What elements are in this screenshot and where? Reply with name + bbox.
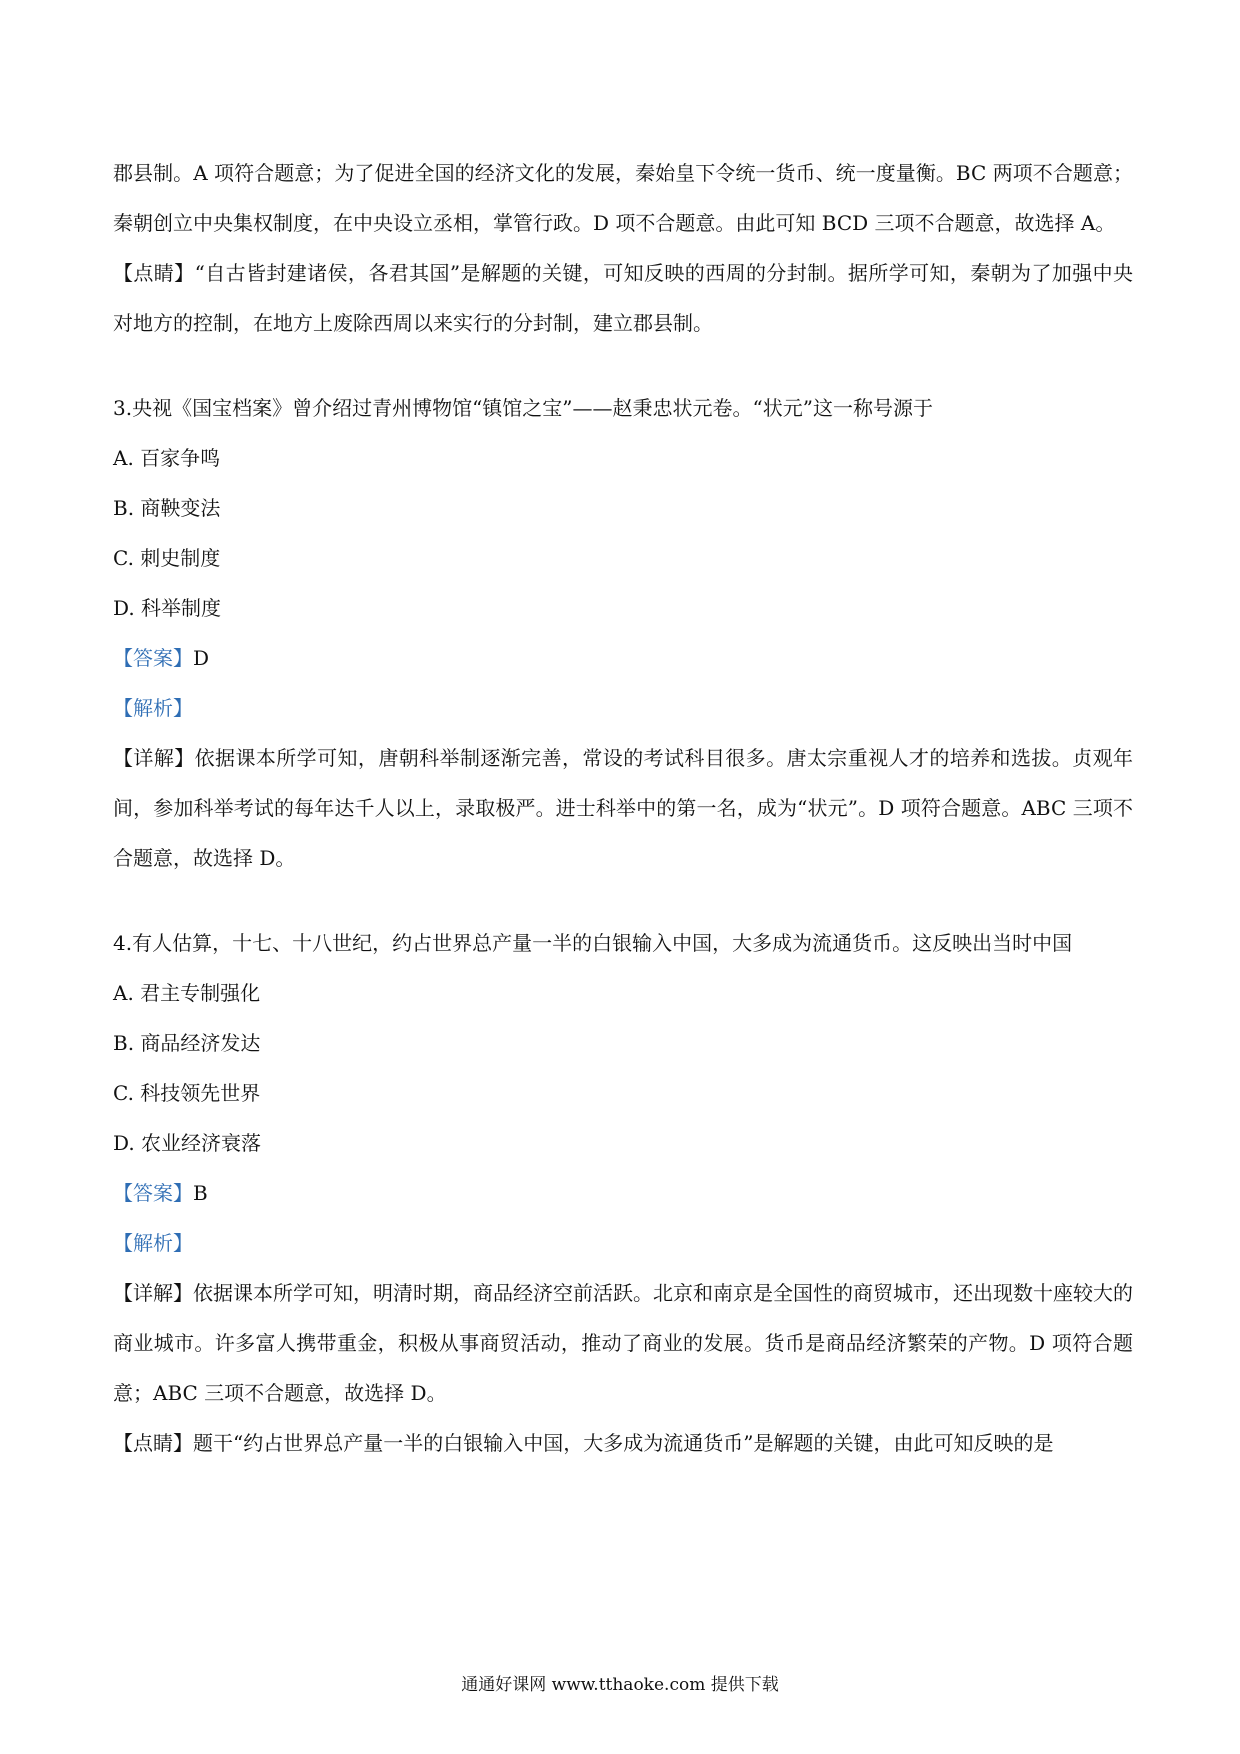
dianjing-text: 题干“约占世界总产量一半的白银输入中国，大多成为流通货币”是解题的关键，由此可知反映的是 (193, 1431, 1054, 1455)
option-c: C. 科技领先世界 (113, 1081, 261, 1105)
answer (113, 633, 1133, 683)
dianjing-label: 【点睛】 (113, 1431, 193, 1455)
option-a: A. 君主专制强化 (113, 981, 261, 1005)
analysis-label: 【解析】 (113, 696, 193, 720)
option-b: B. 商品经济发达 (113, 1031, 261, 1055)
detail (113, 1268, 1133, 1418)
question-stem: 4.有人估算，十七、十八世纪，约占世界总产量一半的白银输入中国，大多成为流通货币。这反映出当时中国 (113, 931, 1073, 955)
option-c: C. 刺史制度 (113, 546, 221, 570)
detail-label: 【详解】 (113, 746, 195, 770)
option-b: B. 商鞅变法 (113, 496, 221, 520)
q2-analysis-tail: 郡县制。A 项符合题意；为了促进全国的经济文化的发展，秦始皇下令统一货币、统一度量衡。BC 两项不合题意；秦朝创立中央集权制度，在中央设立丞相，掌管行政。D 项不合题意。由此可知 BCD 三项不合题意，故选择 A。 (113, 161, 1133, 235)
dianjing-text: “自古皆封建诸侯，各君其国”是解题的关键，可知反映的西周的分封制。据所学可知，秦朝为了加强中央对地方的控制，在地方上废除西周以来实行的分封制，建立郡县制。 (113, 261, 1134, 335)
option-d: D. 科举制度 (113, 596, 222, 620)
answer-label: 【答案】 (113, 646, 193, 670)
question-stem: 3.央视《国宝档案》曾介绍过青州博物馆“镇馆之宝”——赵秉忠状元卷。“状元”这一称号源于 (113, 396, 933, 420)
document-body (113, 148, 1133, 1468)
question-4 (113, 918, 1133, 1468)
option-d: D. 农业经济衰落 (113, 1131, 262, 1155)
option-a: A. 百家争鸣 (113, 446, 221, 470)
q2-dianjing (113, 248, 1133, 348)
dianjing-label: 【点睛】 (113, 261, 195, 285)
detail-label: 【详解】 (113, 1281, 193, 1305)
detail-text: 依据课本所学可知，唐朝科举制逐渐完善，常设的考试科目很多。唐太宗重视人才的培养和选拔。贞观年间，参加科举考试的每年达千人以上，录取极严。进士科举中的第一名，成为“状元”。D 项符合题意。ABC 三项不合题意，故选择 D。 (113, 746, 1134, 870)
detail-text: 依据课本所学可知，明清时期，商品经济空前活跃。北京和南京是全国性的商贸城市，还出现数十座较大的商业城市。许多富人携带重金，积极从事商贸活动，推动了商业的发展。货币是商品经济繁荣的产物。D 项符合题意；ABC 三项不合题意，故选择 D。 (113, 1281, 1133, 1405)
dianjing (113, 1418, 1133, 1468)
analysis-label: 【解析】 (113, 1231, 193, 1255)
answer-value: B (193, 1181, 208, 1205)
answer (113, 1168, 1133, 1218)
answer-value: D (193, 646, 210, 670)
question-3 (113, 383, 1133, 883)
page-footer: 通通好课网 www.tthaoke.com 提供下载 (461, 1675, 779, 1695)
answer-label: 【答案】 (113, 1181, 193, 1205)
detail (113, 733, 1133, 883)
